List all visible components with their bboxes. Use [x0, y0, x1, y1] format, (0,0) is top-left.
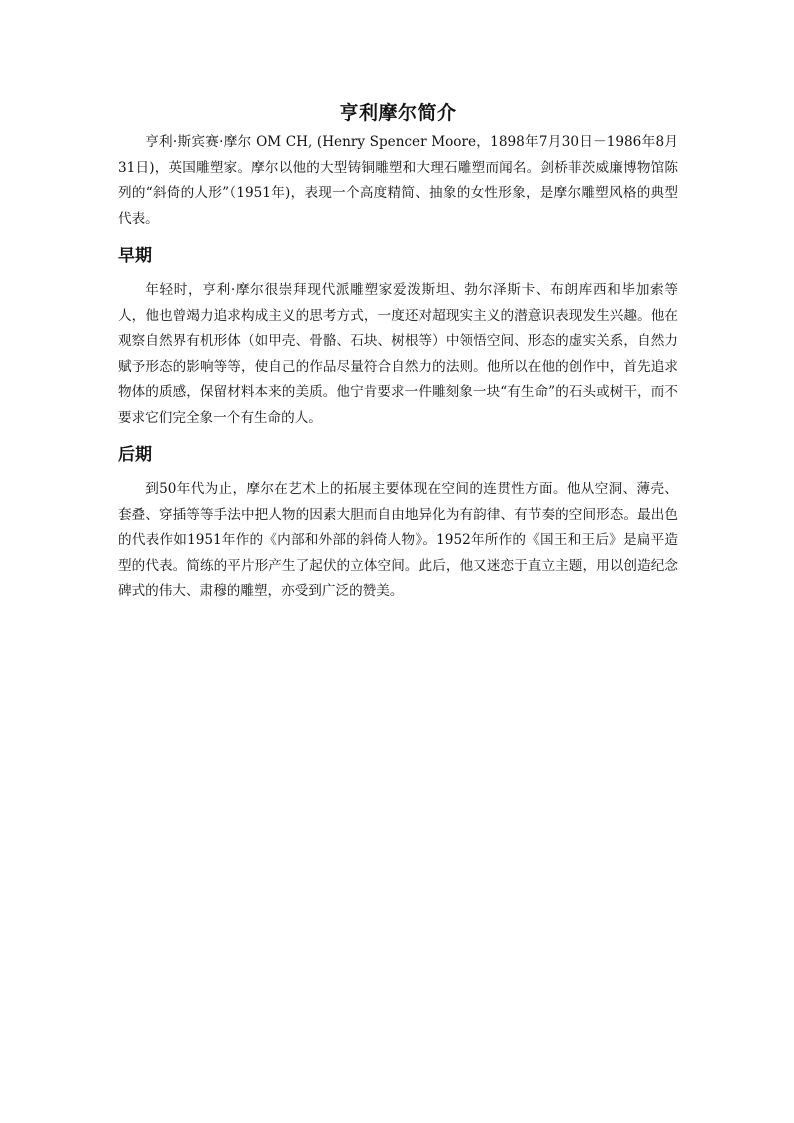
- section-heading-early: 早期: [118, 246, 152, 266]
- section-paragraph-early: 年轻时，亨利·摩尔很崇拜现代派雕塑家爱泼斯坦、勃尔泽斯卡、布朗库西和毕加索等人，他也曾竭力追求构成主义的思考方式，一度还对超现实主义的潜意识表现发生兴趣。他在观察自然界有机形体（如甲壳、骨骼、石块、树根等）中领悟空间、形态的虚实关系，自然力赋予形态的影响等等，使自己的作品尽量符合自然力的法则。他所以在他的创作中，首先追求物体的质感，保留材料本来的美质。他宁肯要求一件雕刻象一块“有生命”的石头或树干，而不要求它们完全象一个有生命的人。: [118, 282, 678, 426]
- section-paragraph-late: 到50年代为止，摩尔在艺术上的拓展主要体现在空间的连贯性方面。他从空洞、薄壳、套叠、穿插等等手法中把人物的因素大胆而自由地异化为有韵律、有节奏的空间形态。最出色的代表作如1951年作的《内部和外部的斜倚人物》。1952年所作的《国王和王后》是扁平造型的代表。简练的平片形产生了起伏的立体空间。此后，他又迷恋于直立主题，用以创造纪念碑式的伟大、肃穆的雕塑，亦受到广泛的赞美。: [118, 481, 678, 599]
- document-body: [118, 100, 678, 605]
- section-heading-late: 后期: [118, 445, 152, 465]
- document-title: 亨利摩尔简介: [339, 102, 457, 124]
- intro-paragraph: 亨利·斯宾赛·摩尔 OM CH, (Henry Spencer Moore，1898年7月30日－1986年8月31日)，英国雕塑家。摩尔以他的大型铸铜雕塑和大理石雕塑而闻名。剑桥菲茨威廉博物馆陈列的“斜倚的人形”（1951年)，表现一个高度精简、抽象的女性形象，是摩尔雕塑风格的典型代表。: [118, 134, 678, 227]
